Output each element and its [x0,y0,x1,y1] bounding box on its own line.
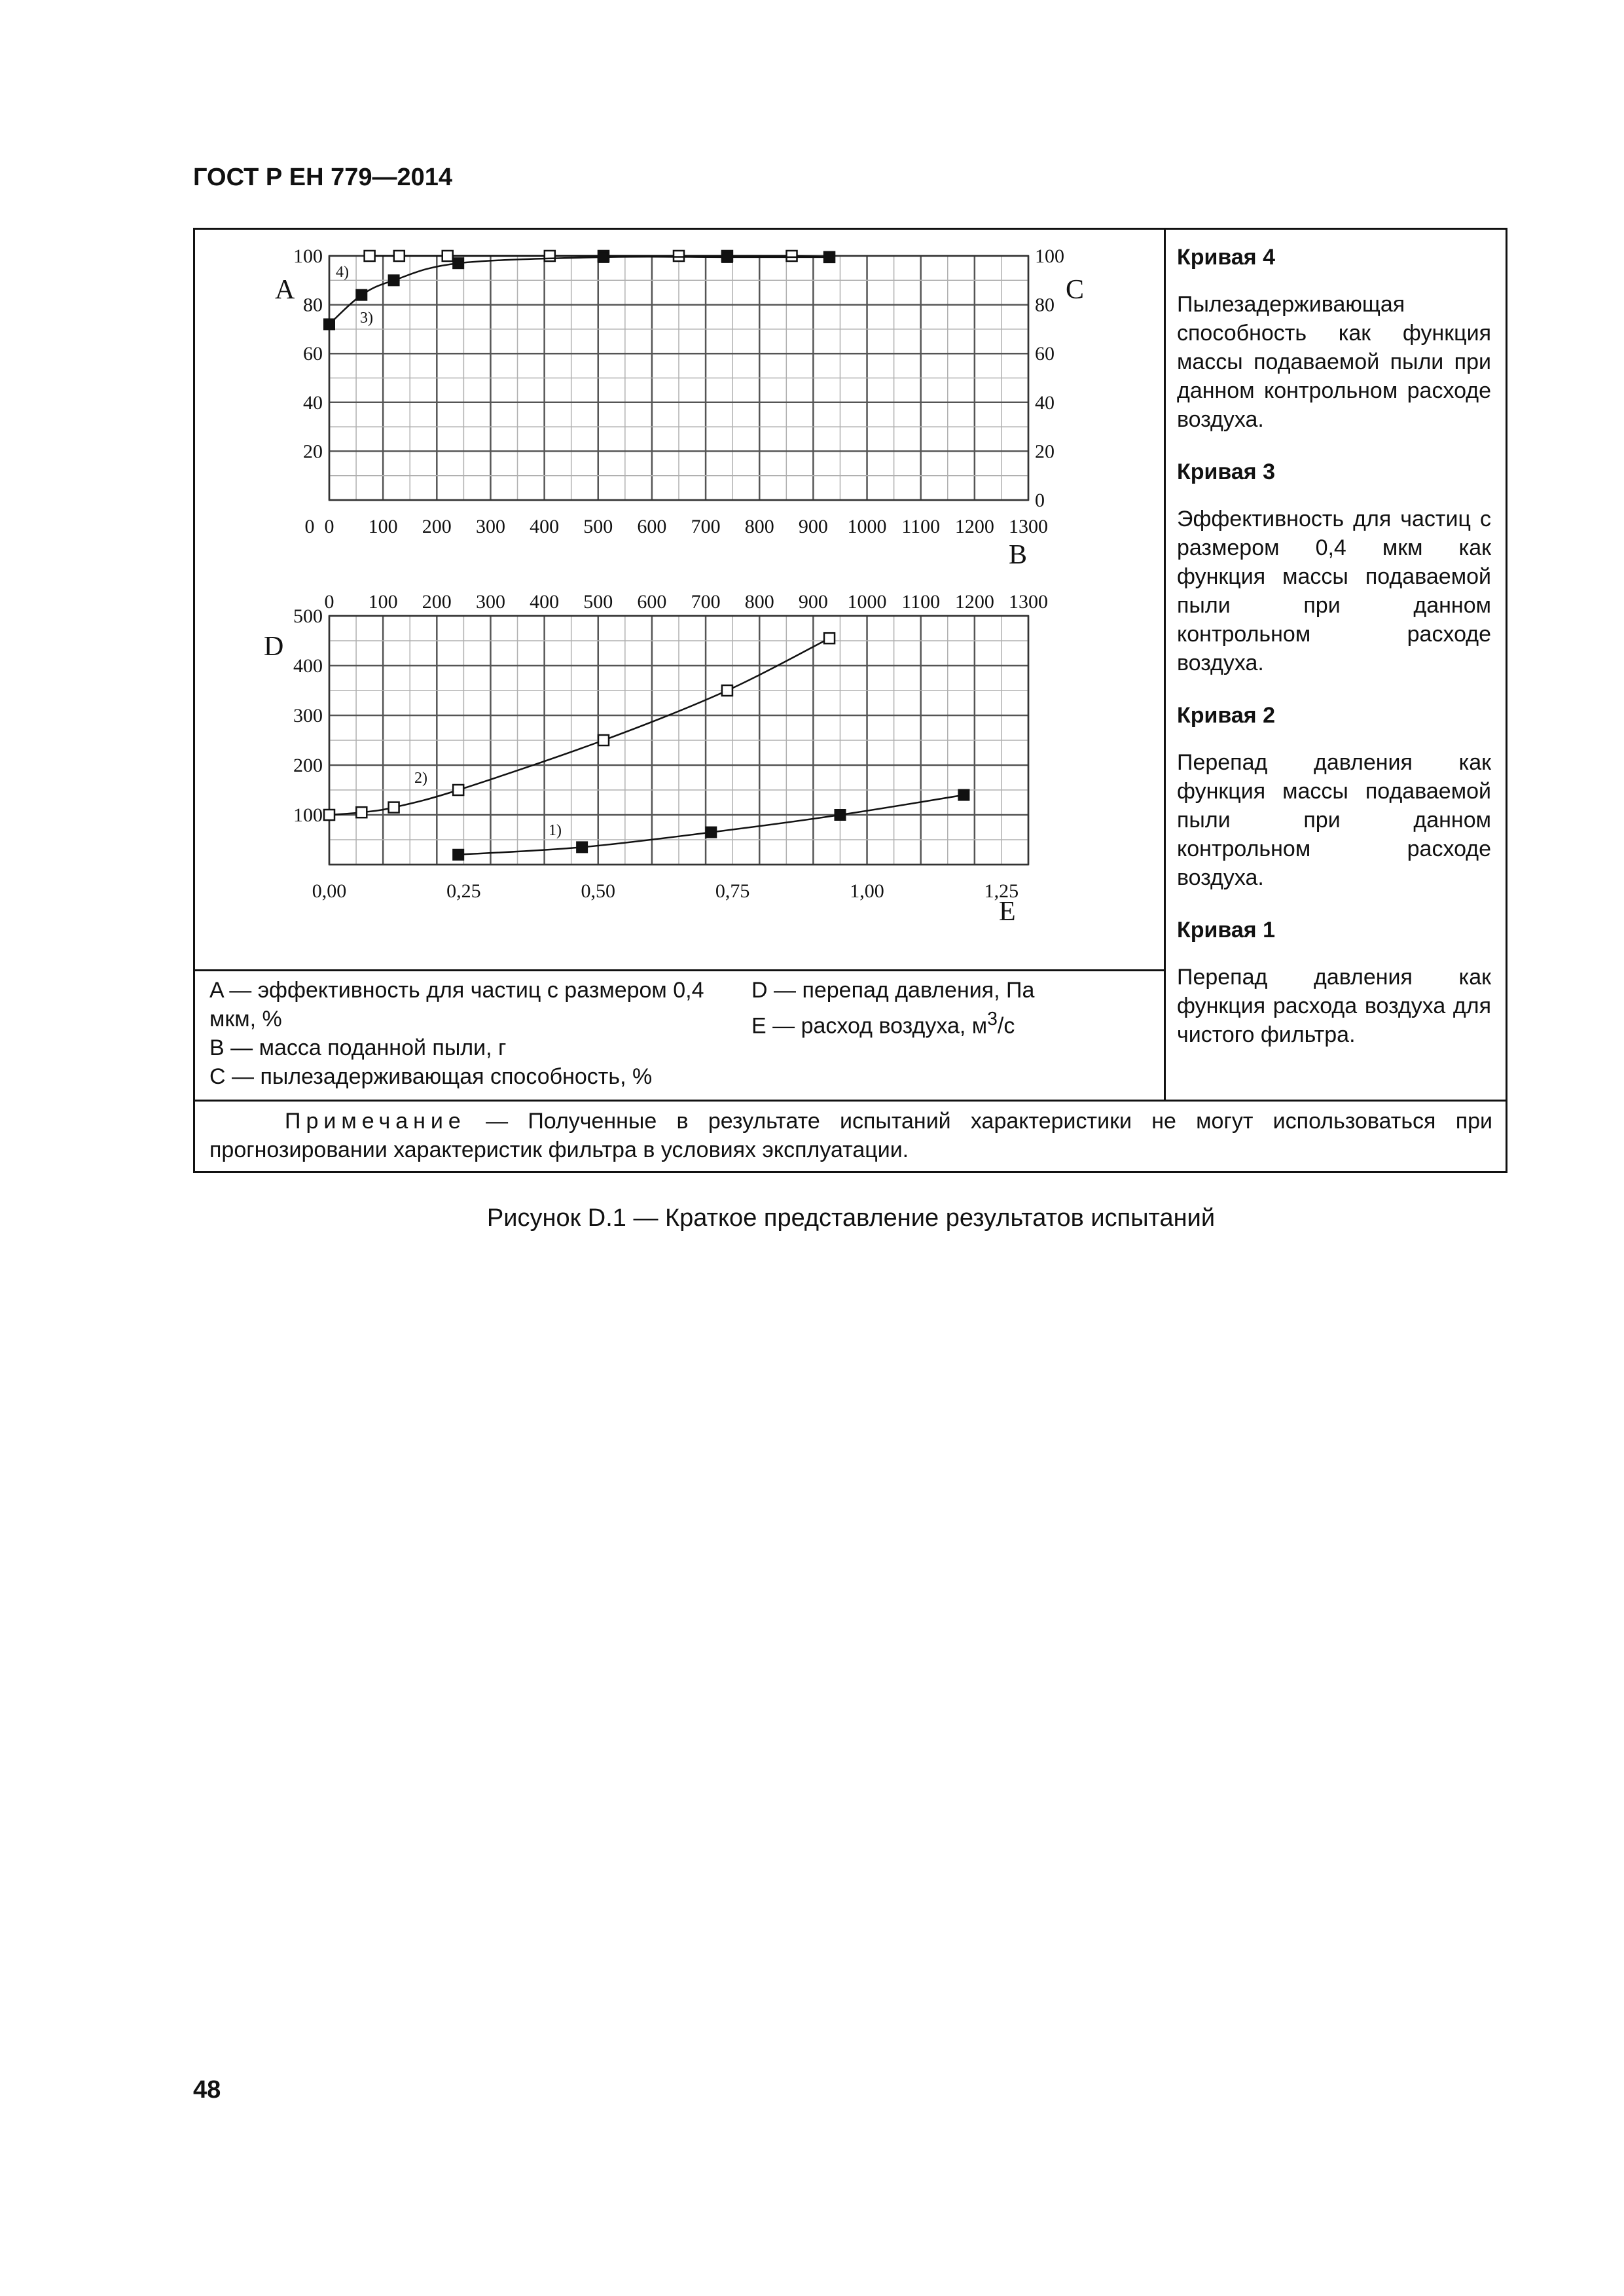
lower-x-top-tick-label: 1200 [954,591,994,613]
upper-y-right-tick-label: 0 [1035,490,1045,511]
curve-2-text: Перепад давления как функция массы подаваемой пыли при данном контрольном расходе воздуха. [1177,750,1491,890]
lower-y-tick-label: 200 [293,755,323,776]
upper-x-tick-label: 200 [422,516,452,537]
upper-y-left-tick-label: 80 [303,294,323,316]
legend-e-sup: 3 [987,1009,998,1030]
upper-y-right-tick-label: 80 [1035,294,1055,316]
lower-x-bottom-tick-label: 0,00 [312,880,347,902]
upper-series-2-point [598,252,609,262]
curve-1-heading: Кривая 1 [1177,918,1275,942]
upper-series-1-point [545,251,555,261]
curve-4-heading: Кривая 4 [1177,245,1275,270]
lower-series-2-point [706,827,716,838]
lower-x-bottom-tick-label: 0,50 [581,880,616,902]
upper-y-right-tick-label: 100 [1035,245,1064,267]
lower-y-tick-label: 100 [293,804,323,826]
lower-series-1-point [453,785,463,795]
lower-series-1-point [389,802,399,813]
lower-x-top-tick-label: 800 [744,591,774,613]
legend-d: D — перепад давления, Па [751,978,1035,1003]
upper-series-1-point [365,251,375,261]
lower-chart [264,591,1048,927]
curve-1-text: Перепад давления как функция расхода воздуха для чистого фильтра. [1177,965,1491,1047]
upper-x-tick-label: 400 [530,516,560,537]
lower-series-1-label: 2) [414,770,427,787]
upper-x-origin-label: 0 [304,516,315,537]
lower-x-top-tick-label: 700 [691,591,721,613]
note-divider [195,1100,1506,1102]
lower-x-bottom-tick-label: 0,75 [715,880,750,902]
curve-descriptions [1177,243,1491,1073]
document-header: ГОСТ Р ЕН 779—2014 [193,164,453,191]
upper-series-2-label: 3) [360,310,373,327]
lower-series-1-point [598,735,609,745]
lower-x-bottom-tick-label: 0,25 [446,880,481,902]
figure-caption: Рисунок D.1 — Краткое представление результатов испытаний [486,1204,1216,1232]
upper-series-1-point [442,251,453,261]
lower-x-top-tick-label: 1000 [847,591,887,613]
upper-chart [275,245,1084,570]
legend-e [751,1005,1144,1040]
upper-series-2-point [324,319,334,329]
lower-series-2-point [577,842,587,852]
legend-a: A — эффективность для частиц с размером 0,4 мкм, % [209,978,704,1031]
upper-series-line-2 [329,257,829,324]
lower-x-top-tick-label: 300 [475,591,505,613]
upper-x-tick-label: 900 [798,516,828,537]
upper-series-1-point [394,251,405,261]
legend-c: C — пылезадерживающая способность, % [209,1064,653,1089]
lower-x-top-tick-label: 1100 [901,591,941,613]
lower-series-2-point [835,810,845,820]
upper-y-right-axis-label: C [1066,275,1085,305]
lower-y-tick-label: 400 [293,655,323,677]
lower-y-tick-label: 300 [293,705,323,726]
upper-x-tick-label: 100 [368,516,398,537]
lower-x-top-tick-label: 500 [583,591,613,613]
legend-b: B — масса поданной пыли, г [209,1035,507,1060]
upper-y-right-tick-label: 20 [1035,440,1055,463]
upper-x-tick-label: 1100 [901,516,941,537]
lower-x-axis-label: E [999,897,1016,927]
legend-right [751,976,1144,1040]
upper-x-tick-label: 600 [637,516,667,537]
legend-e-suffix: /с [997,1013,1015,1039]
curve-3-heading: Кривая 3 [1177,459,1275,484]
curve-3-text: Эффективность для частиц с размером 0,4 мкм как функция массы подаваемой пыли при данном контрольном расходе воздуха. [1177,507,1491,675]
upper-x-tick-label: 500 [583,516,613,537]
upper-series-2-point [824,252,835,262]
lower-series-2-point [453,850,463,860]
note [209,1107,1492,1164]
lower-series-2-point [958,790,969,800]
figure-frame [193,228,1507,1173]
upper-series-2-point [389,275,399,285]
upper-x-tick-label: 300 [475,516,505,537]
upper-x-axis-label: B [1009,540,1028,570]
lower-x-bottom-tick-label: 1,25 [984,880,1019,902]
curve-2-heading: Кривая 2 [1177,703,1275,728]
upper-y-left-tick-label: 100 [293,245,323,267]
column-divider [1164,230,1166,1102]
legend-divider [195,969,1164,971]
upper-series-1-point [787,251,797,261]
lower-series-2-label: 1) [549,822,562,839]
upper-y-left-tick-label: 20 [303,440,323,463]
upper-x-tick-label: 0 [324,516,334,537]
lower-series-line-2 [458,795,964,855]
upper-series-1-point [674,251,684,261]
legend-e-prefix: E — расход воздуха, м [751,1013,988,1039]
upper-y-right-tick-label: 40 [1035,391,1055,414]
upper-x-tick-label: 1200 [954,516,994,537]
upper-y-left-tick-label: 60 [303,343,323,365]
upper-y-right-tick-label: 60 [1035,343,1055,365]
lower-series-1-point [324,810,334,820]
lower-series-1-point [722,685,732,696]
legend-left [209,976,733,1091]
lower-x-top-tick-label: 900 [798,591,828,613]
lower-x-bottom-tick-label: 1,00 [850,880,884,902]
upper-y-left-tick-label: 40 [303,391,323,414]
upper-x-tick-label: 1000 [847,516,887,537]
lower-series-line-1 [329,638,829,815]
upper-x-tick-label: 1300 [1009,516,1048,537]
lower-x-top-tick-label: 1300 [1009,591,1048,613]
lower-x-top-tick-label: 0 [324,591,334,613]
page-number: 48 [193,2076,221,2104]
lower-y-tick-label: 500 [293,605,323,627]
lower-series-1-point [824,633,835,643]
upper-x-tick-label: 800 [744,516,774,537]
lower-y-axis-label: D [264,632,284,662]
upper-series-1-label: 4) [336,264,349,281]
upper-series-2-point [453,258,463,268]
note-label: Примечание [285,1109,466,1134]
upper-x-tick-label: 700 [691,516,721,537]
lower-x-top-tick-label: 200 [422,591,452,613]
upper-y-left-axis-label: A [275,275,295,305]
lower-series-1-point [356,807,367,817]
upper-series-2-point [722,252,732,262]
note-text: — Полученные в результате испытаний характеристики не могут использоваться при прогнозировании характеристик фильтра в условиях эксплуатации. [209,1109,1493,1162]
charts-area [195,230,1164,969]
curve-4-text: Пылезадерживающая способность как функция массы подаваемой пыли при данном контрольном расходе воздуха. [1177,292,1491,432]
lower-x-top-tick-label: 600 [637,591,667,613]
lower-x-top-tick-label: 100 [368,591,398,613]
lower-x-top-tick-label: 400 [530,591,560,613]
upper-series-2-point [356,290,367,300]
